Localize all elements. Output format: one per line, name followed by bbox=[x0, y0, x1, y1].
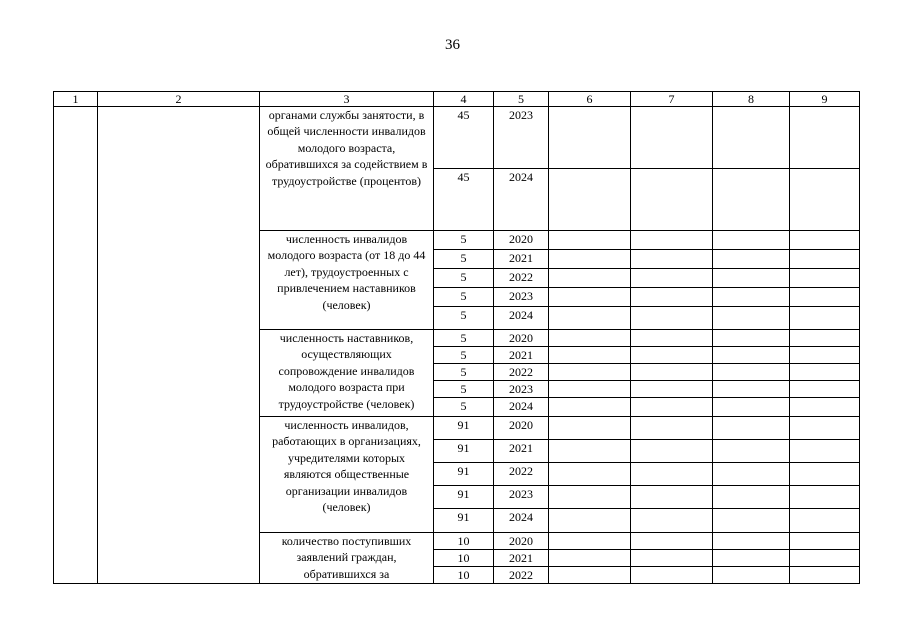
indicator-description: численность инвалидов, работающих в организациях, учредителями которых являются общественные организации инвалидов (человек) bbox=[260, 417, 434, 533]
empty-cell-col9 bbox=[790, 347, 860, 364]
indicator-year: 2023 bbox=[494, 288, 549, 307]
indicator-year: 2021 bbox=[494, 550, 549, 567]
empty-cell-col6 bbox=[549, 269, 631, 288]
empty-cell-col7 bbox=[631, 567, 713, 584]
empty-cell-col7 bbox=[631, 486, 713, 509]
table-row bbox=[54, 107, 860, 169]
empty-cell-col8 bbox=[713, 107, 790, 169]
empty-cell-col6 bbox=[549, 231, 631, 250]
empty-cell-col7 bbox=[631, 231, 713, 250]
empty-cell-col6 bbox=[549, 440, 631, 463]
empty-cell-col8 bbox=[713, 381, 790, 398]
empty-cell-col6 bbox=[549, 347, 631, 364]
indicator-year: 2020 bbox=[494, 330, 549, 347]
indicator-value: 10 bbox=[434, 567, 494, 584]
indicator-value: 5 bbox=[434, 250, 494, 269]
empty-cell-col9 bbox=[790, 567, 860, 584]
empty-cell-col7 bbox=[631, 250, 713, 269]
indicator-value: 45 bbox=[434, 107, 494, 169]
column-header: 6 bbox=[549, 92, 631, 107]
column-header: 9 bbox=[790, 92, 860, 107]
column-header: 1 bbox=[54, 92, 98, 107]
indicator-description: количество поступивших заявлений граждан, обратившихся за bbox=[260, 533, 434, 584]
empty-cell-col7 bbox=[631, 440, 713, 463]
empty-cell-col6 bbox=[549, 288, 631, 307]
empty-cell-col7 bbox=[631, 307, 713, 330]
empty-cell-col6 bbox=[549, 307, 631, 330]
empty-cell-col8 bbox=[713, 398, 790, 417]
empty-cell-col8 bbox=[713, 417, 790, 440]
empty-cell-col7 bbox=[631, 509, 713, 533]
empty-cell-col7 bbox=[631, 107, 713, 169]
indicator-description: численность наставников, осуществляющих сопровождение инвалидов молодого возраста при трудоустройстве (человек) bbox=[260, 330, 434, 417]
indicator-value: 5 bbox=[434, 347, 494, 364]
empty-cell-col8 bbox=[713, 307, 790, 330]
indicator-value: 91 bbox=[434, 463, 494, 486]
empty-cell-col2 bbox=[98, 107, 260, 584]
empty-cell-col7 bbox=[631, 550, 713, 567]
empty-cell-col8 bbox=[713, 347, 790, 364]
indicators-table bbox=[53, 91, 860, 584]
empty-cell-col9 bbox=[790, 364, 860, 381]
empty-cell-col9 bbox=[790, 107, 860, 169]
page-number: 36 bbox=[445, 37, 460, 53]
empty-cell-col9 bbox=[790, 463, 860, 486]
empty-cell-col7 bbox=[631, 381, 713, 398]
empty-cell-col1 bbox=[54, 107, 98, 584]
empty-cell-col9 bbox=[790, 381, 860, 398]
indicator-value: 5 bbox=[434, 307, 494, 330]
column-header: 3 bbox=[260, 92, 434, 107]
empty-cell-col6 bbox=[549, 398, 631, 417]
column-header: 7 bbox=[631, 92, 713, 107]
empty-cell-col9 bbox=[790, 398, 860, 417]
indicator-year: 2024 bbox=[494, 169, 549, 231]
empty-cell-col9 bbox=[790, 440, 860, 463]
empty-cell-col8 bbox=[713, 533, 790, 550]
indicator-year: 2022 bbox=[494, 269, 549, 288]
indicator-value: 5 bbox=[434, 398, 494, 417]
indicator-year: 2022 bbox=[494, 567, 549, 584]
empty-cell-col7 bbox=[631, 269, 713, 288]
empty-cell-col7 bbox=[631, 533, 713, 550]
empty-cell-col7 bbox=[631, 330, 713, 347]
indicator-year: 2021 bbox=[494, 250, 549, 269]
empty-cell-col9 bbox=[790, 417, 860, 440]
empty-cell-col8 bbox=[713, 486, 790, 509]
indicator-year: 2023 bbox=[494, 486, 549, 509]
empty-cell-col9 bbox=[790, 533, 860, 550]
empty-cell-col9 bbox=[790, 307, 860, 330]
indicator-value: 91 bbox=[434, 440, 494, 463]
empty-cell-col9 bbox=[790, 250, 860, 269]
indicator-year: 2022 bbox=[494, 364, 549, 381]
column-header: 5 bbox=[494, 92, 549, 107]
indicator-year: 2022 bbox=[494, 463, 549, 486]
empty-cell-col8 bbox=[713, 364, 790, 381]
empty-cell-col7 bbox=[631, 288, 713, 307]
indicator-value: 5 bbox=[434, 381, 494, 398]
indicator-year: 2024 bbox=[494, 307, 549, 330]
indicator-year: 2024 bbox=[494, 398, 549, 417]
indicator-year: 2024 bbox=[494, 509, 549, 533]
empty-cell-col7 bbox=[631, 347, 713, 364]
empty-cell-col7 bbox=[631, 398, 713, 417]
column-header-row bbox=[54, 92, 860, 107]
empty-cell-col6 bbox=[549, 486, 631, 509]
indicator-year: 2021 bbox=[494, 440, 549, 463]
indicator-year: 2020 bbox=[494, 533, 549, 550]
empty-cell-col8 bbox=[713, 463, 790, 486]
empty-cell-col9 bbox=[790, 486, 860, 509]
indicator-value: 5 bbox=[434, 269, 494, 288]
empty-cell-col8 bbox=[713, 567, 790, 584]
column-header: 4 bbox=[434, 92, 494, 107]
empty-cell-col9 bbox=[790, 550, 860, 567]
empty-cell-col8 bbox=[713, 269, 790, 288]
empty-cell-col9 bbox=[790, 269, 860, 288]
empty-cell-col8 bbox=[713, 231, 790, 250]
indicator-value: 5 bbox=[434, 288, 494, 307]
empty-cell-col6 bbox=[549, 381, 631, 398]
indicator-year: 2020 bbox=[494, 417, 549, 440]
empty-cell-col7 bbox=[631, 463, 713, 486]
empty-cell-col6 bbox=[549, 567, 631, 584]
empty-cell-col8 bbox=[713, 330, 790, 347]
empty-cell-col6 bbox=[549, 364, 631, 381]
indicator-description: численность инвалидов молодого возраста (от 18 до 44 лет), трудоустроенных с привлечением наставников (человек) bbox=[260, 231, 434, 330]
column-header: 8 bbox=[713, 92, 790, 107]
empty-cell-col9 bbox=[790, 169, 860, 231]
empty-cell-col9 bbox=[790, 288, 860, 307]
empty-cell-col6 bbox=[549, 250, 631, 269]
indicator-year: 2021 bbox=[494, 347, 549, 364]
indicator-value: 91 bbox=[434, 417, 494, 440]
empty-cell-col6 bbox=[549, 533, 631, 550]
empty-cell-col7 bbox=[631, 364, 713, 381]
indicator-value: 5 bbox=[434, 364, 494, 381]
empty-cell-col7 bbox=[631, 169, 713, 231]
empty-cell-col6 bbox=[549, 550, 631, 567]
indicator-value: 91 bbox=[434, 486, 494, 509]
indicator-year: 2020 bbox=[494, 231, 549, 250]
indicator-value: 45 bbox=[434, 169, 494, 231]
empty-cell-col7 bbox=[631, 417, 713, 440]
empty-cell-col6 bbox=[549, 169, 631, 231]
empty-cell-col9 bbox=[790, 509, 860, 533]
indicator-year: 2023 bbox=[494, 381, 549, 398]
empty-cell-col8 bbox=[713, 509, 790, 533]
empty-cell-col6 bbox=[549, 417, 631, 440]
indicator-value: 10 bbox=[434, 533, 494, 550]
empty-cell-col9 bbox=[790, 231, 860, 250]
indicator-year: 2023 bbox=[494, 107, 549, 169]
empty-cell-col8 bbox=[713, 169, 790, 231]
empty-cell-col8 bbox=[713, 440, 790, 463]
empty-cell-col8 bbox=[713, 288, 790, 307]
empty-cell-col6 bbox=[549, 107, 631, 169]
empty-cell-col8 bbox=[713, 250, 790, 269]
empty-cell-col9 bbox=[790, 330, 860, 347]
empty-cell-col8 bbox=[713, 550, 790, 567]
indicator-value: 5 bbox=[434, 231, 494, 250]
column-header: 2 bbox=[98, 92, 260, 107]
empty-cell-col6 bbox=[549, 463, 631, 486]
empty-cell-col6 bbox=[549, 509, 631, 533]
indicator-value: 5 bbox=[434, 330, 494, 347]
indicator-value: 91 bbox=[434, 509, 494, 533]
empty-cell-col6 bbox=[549, 330, 631, 347]
indicator-description: органами службы занятости, в общей численности инвалидов молодого возраста, обратившихся за содействием в трудоустройстве (процентов) bbox=[260, 107, 434, 231]
indicator-value: 10 bbox=[434, 550, 494, 567]
